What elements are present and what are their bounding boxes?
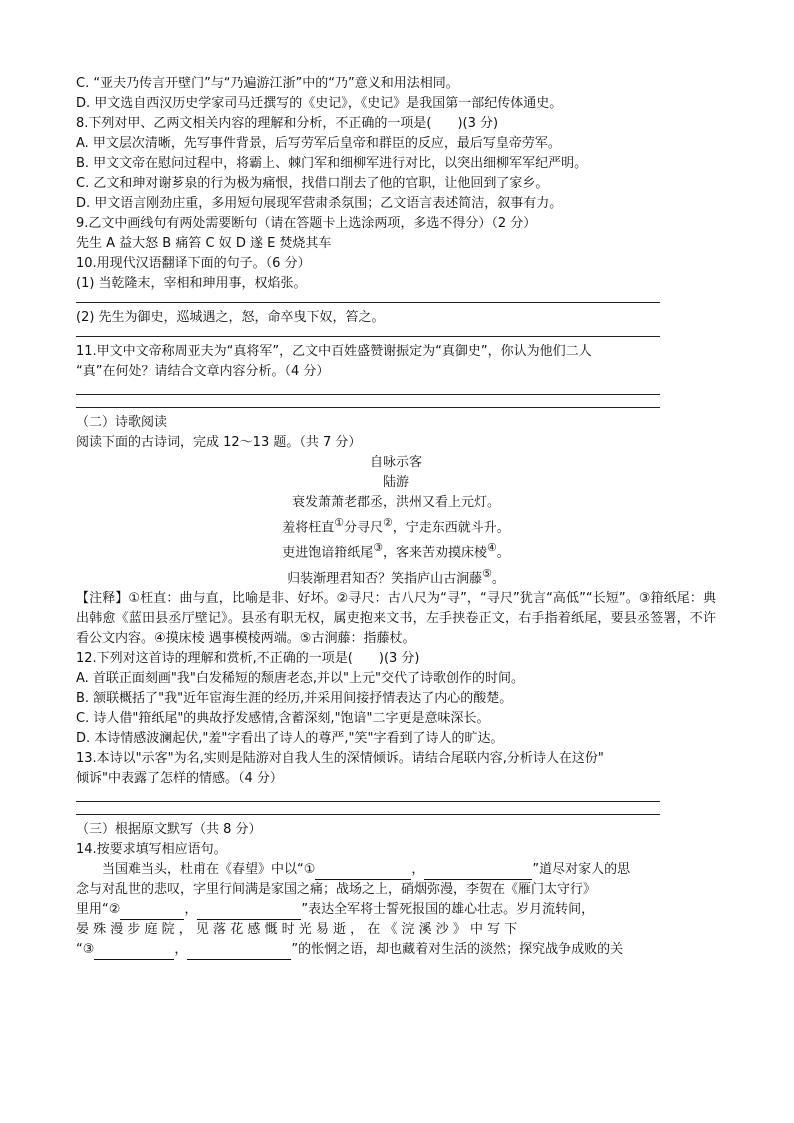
blank-2b[interactable]	[197, 905, 301, 920]
q13-stem-line-2: 倾诉"中表露了怎样的情感。（4 分）	[76, 770, 283, 786]
q13-stem-line-1: 13.本诗以"示客"为名,实则是陆游对自我人生的深情倾诉。请结合尾联内容,分析诗人在这份"	[76, 750, 604, 766]
q11-stem-line-1: 11.甲文中文帝称周亚夫为“真将军”，乙文中百姓盛赞谢振定为“真御史”，你认为他们二人	[76, 344, 592, 359]
q14-paragraph-line-1: 当国难当头，杜甫在《春望》中以“① ， ”道尽对家人的思	[76, 860, 716, 880]
poem-line-3: 吏进饱谙箝纸尾③，客来苦劝摸床棱④。	[282, 541, 510, 561]
q12-option-d: D. 本诗情感波澜起伏,"羞"字看出了诗人的尊严,"笑"字看到了诗人的旷达。	[76, 730, 504, 746]
blank-2a[interactable]	[120, 905, 184, 920]
q8-stem: 8.下列对甲、乙两文相关内容的理解和分析，不正确的一项是( )(3 分)	[76, 116, 499, 131]
q7-option-c: C. “亚夫乃传言开壁门”与“乃遍游江浙”中的“乃”意义和用法相同。	[76, 76, 459, 91]
poem-annotations: 【注释】①枉直：曲与直，比喻是非、好坏。②寻尺：古八尺为“寻”，“寻尺”犹言“高低”“长短”。③箝纸尾：典出韩愈《蓝田县丞厅壁记》。县丞有职无权，属吏抱来文书，左手挟卷正文，右手指着纸尾，要县丞签署，不许看公文内容。④摸床棱 遇事模棱两端。⑤古涧藤：指藤杖。	[76, 590, 716, 646]
blank-1a[interactable]	[315, 865, 411, 880]
poem-line-1: 衰发萧萧老郡丞，洪州又看上元灯。	[291, 495, 500, 510]
q10-stem: 10.用现代汉语翻译下面的句子。（6 分）	[76, 256, 311, 271]
note-marker-4: ④	[487, 541, 497, 555]
blank-3a[interactable]	[94, 945, 174, 960]
q12-option-c: C. 诗人借"箝纸尾"的典故抒发感情,含蓄深刻,"饱谙"二字更是意味深长。	[76, 710, 490, 726]
q8-option-a: A. 甲文层次清晰，先写事件背景，后写劳军后皇帝和群臣的反应，最后写皇帝劳军。	[76, 136, 561, 151]
note-marker-2: ②	[383, 516, 393, 529]
note-marker-1: ①	[334, 516, 344, 529]
q9-options: 先生 A 益大怒 B 痛笞 C 奴 D 遂 E 焚烧其车	[76, 236, 332, 251]
q10-sentence-2: (2) 先生为御史，巡城遇之，怒，命卒曳下奴，笞之。	[76, 310, 385, 325]
q12-option-a: A. 首联正面刻画"我"白发稀短的颓唐老态,并以"上元"交代了诗歌创作的时间。	[76, 670, 524, 686]
q8-option-c: C. 乙文和珅对谢芗泉的行为极为痛恨，找借口削去了他的官职，让他回到了家乡。	[76, 176, 549, 191]
q14-stem: 14.按要求填写相应语句。	[76, 841, 227, 857]
section-3-heading: （三）根据原文默写（共 8 分）	[76, 821, 262, 837]
q8-option-b: B. 甲文文帝在慰问过程中，将霸上、棘门军和细柳军进行对比，以突出细柳军军纪严明。	[76, 156, 588, 171]
blank-1b[interactable]	[424, 865, 532, 880]
q10-sentence-1: (1) 当乾隆末，宰相和珅用事，权焰张。	[76, 276, 307, 291]
q12-stem: 12.下列对这首诗的理解和赏析,不正确的一项是( )(3 分)	[76, 650, 420, 666]
blank-3b[interactable]	[187, 945, 291, 960]
q7-option-d: D. 甲文选自西汉历史学家司马迁撰写的《史记》，《史记》是我国第一部纪传体通史。	[76, 96, 563, 111]
q14-paragraph-line-3: 里用“② ， ”表达全军将士誓死报国的雄心壮志。岁月流转间，	[76, 900, 716, 920]
exam-page	[76, 74, 716, 960]
q14-paragraph-line-2: 念与对乱世的悲叹，字里行间满是家国之痛；战场之上，硝烟弥漫，李贺在《雁门太守行》	[76, 881, 597, 897]
poem-title: 自咏示客	[369, 455, 422, 470]
poem-line-4: 归装渐理君知否？笑指庐山古涧藤⑤。	[287, 566, 505, 586]
section-2-heading: （二）诗歌阅读	[76, 415, 168, 430]
q8-option-d: D. 甲文语言刚劲庄重，多用短句展现军营肃杀氛围；乙文语言表述简洁，叙事有力。	[76, 196, 563, 211]
q14-paragraph-line-4: 晏 殊 漫 步 庭 院 ， 见 落 花 感 慨 时 光 易 逝 ， 在 《 浣 溪 沙 》 中 写 下	[76, 921, 518, 937]
poem-line-2: 羞将枉直①分寻尺②，宁走东西就斗升。	[282, 516, 510, 536]
q12-option-b: B. 颔联概括了"我"近年宦海生涯的经历,并采用间接抒情表达了内心的酸楚。	[76, 690, 513, 706]
q9-stem: 9.乙文中画线句有两处需要断句（请在答题卡上选涂两项，多选不得分）（2 分）	[76, 216, 537, 231]
q11-stem-line-2: “真”在何处？请结合文章内容分析。（4 分）	[76, 364, 330, 379]
q14-paragraph-line-5: “③ ， ”的怅惘之语，却也藏着对生活的淡然；探究战争成败的关	[76, 940, 716, 960]
section-2-intro: 阅读下面的古诗词，完成 12～13 题。（共 7 分）	[76, 435, 362, 450]
poem-author: 陆游	[382, 475, 409, 490]
note-marker-5: ⑤	[482, 566, 492, 580]
note-marker-3: ③	[373, 541, 383, 555]
